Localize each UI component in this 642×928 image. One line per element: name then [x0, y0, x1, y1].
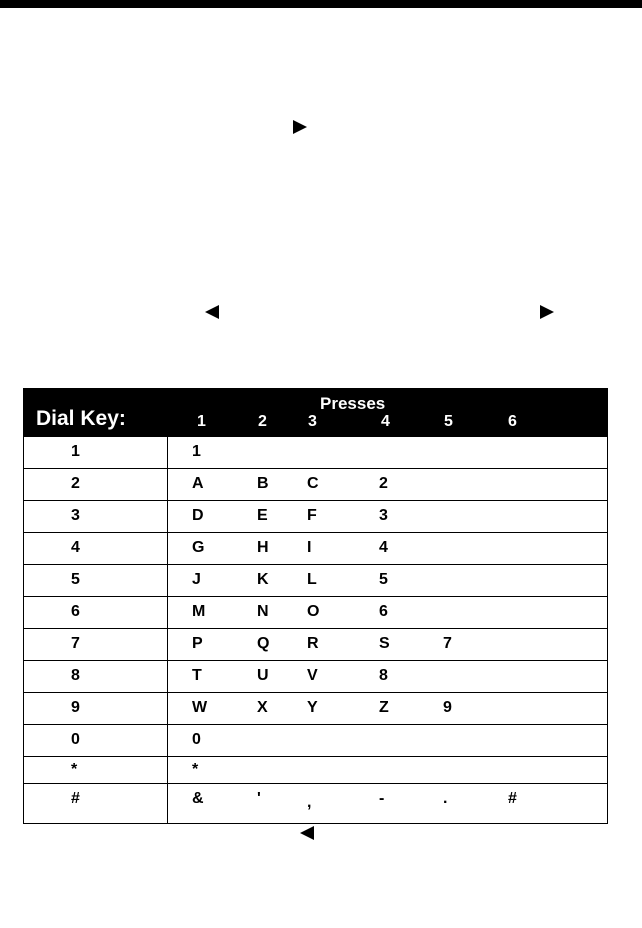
press-char-cell: 6: [379, 603, 388, 620]
press-char-cell: 5: [379, 571, 388, 588]
dial-key-cell: 1: [71, 443, 80, 460]
table-row: [24, 469, 607, 501]
press-char-cell: 1: [192, 443, 201, 460]
press-char-cell: 0: [192, 731, 201, 748]
press-char-cell: T: [192, 667, 202, 684]
press-char-cell: 9: [443, 699, 452, 716]
press-char-cell: #: [508, 790, 517, 807]
press-char-cell: D: [192, 507, 204, 524]
presses-header: Presses: [320, 394, 386, 413]
table-row: [24, 565, 607, 597]
table-row: [24, 501, 607, 533]
press-char-cell: B: [257, 475, 269, 492]
press-char-cell: ': [257, 790, 261, 807]
press-char-cell: Z: [379, 699, 389, 716]
press-char-cell: L: [307, 571, 317, 588]
press-char-cell: *: [192, 761, 199, 778]
press-char-cell: 3: [379, 507, 388, 524]
press-char-cell: W: [192, 699, 208, 716]
dial-key-cell: #: [71, 790, 80, 807]
press-char-cell: V: [307, 667, 318, 684]
press-char-cell: R: [307, 635, 319, 652]
dial-key-cell: 6: [71, 603, 80, 620]
press-number: 1: [197, 413, 206, 430]
press-char-cell: G: [192, 539, 205, 556]
press-char-cell: .: [443, 790, 448, 807]
press-char-cell: F: [307, 507, 317, 524]
dial-key-cell: 0: [71, 731, 80, 748]
press-number: 3: [308, 413, 317, 430]
press-char-cell: Y: [307, 699, 318, 716]
dial-key-cell: 9: [71, 699, 80, 716]
press-number: 2: [258, 413, 267, 430]
press-char-cell: H: [257, 539, 269, 556]
dial-key-cell: 2: [71, 475, 80, 492]
press-char-cell: E: [257, 507, 268, 524]
dial-key-table: [23, 388, 608, 824]
press-number: 6: [508, 413, 517, 430]
table-row: [24, 661, 607, 693]
press-char-cell: P: [192, 635, 203, 652]
dial-key-cell: 4: [71, 539, 80, 556]
press-char-cell: C: [307, 475, 319, 492]
press-char-cell: M: [192, 603, 206, 620]
press-char-cell: I: [307, 539, 312, 556]
dial-key-cell: 5: [71, 571, 80, 588]
left-arrow-icon: [300, 826, 314, 840]
press-char-cell: N: [257, 603, 269, 620]
press-char-cell: J: [192, 571, 201, 588]
table-row: [24, 725, 607, 757]
press-char-cell: &: [192, 790, 204, 807]
dial-key-cell: 3: [71, 507, 80, 524]
dial-key-cell: 7: [71, 635, 80, 652]
press-char-cell: K: [257, 571, 269, 588]
right-arrow-icon: [293, 120, 307, 134]
press-char-cell: S: [379, 635, 390, 652]
press-number: 4: [381, 413, 390, 430]
left-arrow-icon: [205, 305, 219, 319]
dial-key-cell: *: [71, 761, 78, 778]
table-body: [24, 437, 607, 814]
press-char-cell: -: [379, 790, 385, 807]
table-row: [24, 784, 607, 814]
press-char-cell: ,: [307, 794, 312, 811]
table-row: [24, 693, 607, 725]
press-char-cell: Q: [257, 635, 270, 652]
table-row: [24, 629, 607, 661]
dial-key-cell: 8: [71, 667, 80, 684]
press-number: 5: [444, 413, 453, 430]
table-row: [24, 437, 607, 469]
press-char-cell: U: [257, 667, 269, 684]
press-char-cell: 8: [379, 667, 388, 684]
press-char-cell: 2: [379, 475, 388, 492]
right-arrow-icon: [540, 305, 554, 319]
table-row: [24, 597, 607, 629]
press-char-cell: A: [192, 475, 204, 492]
table-row: [24, 757, 607, 784]
press-char-cell: 7: [443, 635, 452, 652]
top-rule: [0, 0, 642, 8]
press-char-cell: O: [307, 603, 320, 620]
press-char-cell: 4: [379, 539, 388, 556]
table-header: [24, 389, 607, 437]
press-char-cell: X: [257, 699, 268, 716]
table-row: [24, 533, 607, 565]
dial-key-header: Dial Key:: [36, 407, 126, 430]
